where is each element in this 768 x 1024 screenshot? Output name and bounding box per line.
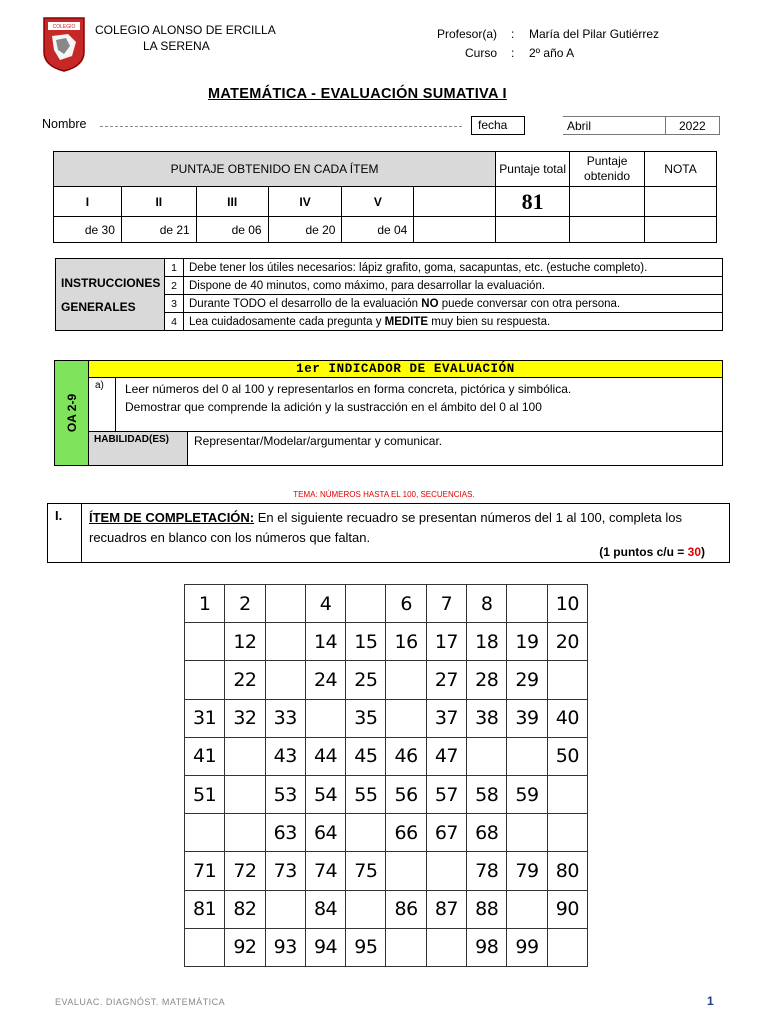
grid-blank-cell[interactable] — [547, 661, 587, 699]
score-cell — [414, 187, 496, 217]
grid-number-cell: 47 — [426, 737, 466, 775]
instructions-label — [56, 259, 165, 331]
course-label: Curso — [464, 46, 497, 60]
instructions-table — [55, 258, 723, 331]
grid-row — [185, 775, 588, 813]
grid-number-cell: 28 — [467, 661, 507, 699]
grid-blank-cell[interactable] — [547, 928, 587, 966]
grid-number-cell: 78 — [467, 852, 507, 890]
grid-number-cell: 46 — [386, 737, 426, 775]
item-1-box — [47, 503, 730, 563]
grid-blank-cell[interactable] — [507, 737, 547, 775]
item-label: II — [121, 187, 196, 217]
instruction-text: Dispone de 40 minutos, como máximo, para desarrollar la evaluación. — [184, 277, 723, 295]
item-label: V — [342, 187, 414, 217]
item-instructions — [89, 508, 725, 548]
grid-number-cell: 58 — [467, 775, 507, 813]
item-label: IV — [268, 187, 342, 217]
grid-number-cell: 53 — [265, 775, 305, 813]
grid-number-cell: 6 — [386, 585, 426, 623]
grid-number-cell: 98 — [467, 928, 507, 966]
grid-blank-cell[interactable] — [265, 890, 305, 928]
instruction-number: 4 — [165, 313, 184, 331]
grid-number-cell: 80 — [547, 852, 587, 890]
colon: : — [511, 46, 515, 60]
grid-number-cell: 35 — [346, 699, 386, 737]
instruction-text-part: muy bien su respuesta. — [428, 315, 551, 328]
grid-number-cell: 66 — [386, 814, 426, 852]
indicator-box — [54, 360, 723, 466]
grid-number-cell: 8 — [467, 585, 507, 623]
grid-blank-cell[interactable] — [225, 737, 265, 775]
grid-blank-cell[interactable] — [185, 928, 225, 966]
grid-number-cell: 37 — [426, 699, 466, 737]
item-max: de 20 — [268, 217, 342, 243]
grid-blank-cell[interactable] — [305, 699, 345, 737]
grid-number-cell: 81 — [185, 890, 225, 928]
grid-blank-cell[interactable] — [467, 737, 507, 775]
indicator-line2: Demostrar que comprende la adición y la sustracción en el ámbito del 0 al 100 — [125, 400, 542, 414]
score-cell — [645, 217, 717, 243]
instruction-emphasis: NO — [421, 297, 439, 310]
obtained-points-header: Puntaje obtenido — [570, 152, 645, 187]
instruction-number: 3 — [165, 295, 184, 313]
item-max: de 04 — [342, 217, 414, 243]
score-cell — [570, 217, 645, 243]
item-points — [599, 545, 705, 559]
grid-number-cell: 27 — [426, 661, 466, 699]
page-number: 1 — [707, 994, 714, 1008]
course-value: 2º año A — [529, 46, 575, 60]
grid-number-cell: 22 — [225, 661, 265, 699]
grid-blank-cell[interactable] — [547, 775, 587, 813]
score-table — [53, 151, 717, 243]
grid-blank-cell[interactable] — [346, 890, 386, 928]
teacher-label: Profesor(a) — [436, 27, 497, 41]
grid-number-cell: 4 — [305, 585, 345, 623]
grid-blank-cell[interactable] — [225, 814, 265, 852]
grid-number-cell: 55 — [346, 775, 386, 813]
indicator-text — [125, 380, 571, 416]
grid-number-cell: 59 — [507, 775, 547, 813]
grid-blank-cell[interactable] — [265, 585, 305, 623]
grid-number-cell: 63 — [265, 814, 305, 852]
grid-number-cell: 67 — [426, 814, 466, 852]
points-text: (1 puntos c/u = — [599, 545, 688, 559]
instruction-emphasis: MEDITE — [384, 315, 429, 328]
indicator-title: 1er INDICADOR DE EVALUACIÓN — [89, 361, 722, 378]
teacher-info — [423, 25, 659, 63]
grid-number-cell: 38 — [467, 699, 507, 737]
grid-blank-cell[interactable] — [265, 661, 305, 699]
date-month: Abril — [567, 119, 592, 133]
grid-row — [185, 661, 588, 699]
instruction-text — [184, 313, 723, 331]
instructions-label-line2: GENERALES — [61, 299, 136, 314]
grid-number-cell: 56 — [386, 775, 426, 813]
instructions-label-line1: INSTRUCCIONES — [61, 275, 161, 290]
grid-blank-cell[interactable] — [426, 928, 466, 966]
grid-row — [185, 852, 588, 890]
grid-number-cell: 75 — [346, 852, 386, 890]
item-max: de 21 — [121, 217, 196, 243]
oa-label — [55, 361, 89, 465]
item-max: de 06 — [196, 217, 268, 243]
score-cell — [496, 217, 570, 243]
grid-blank-cell[interactable] — [386, 661, 426, 699]
school-logo — [42, 16, 86, 72]
grid-row — [185, 890, 588, 928]
grid-blank-cell[interactable] — [346, 814, 386, 852]
grid-number-cell: 25 — [346, 661, 386, 699]
item-number: I. — [48, 504, 82, 562]
grid-blank-cell[interactable] — [507, 890, 547, 928]
grid-blank-cell[interactable] — [386, 699, 426, 737]
grid-blank-cell[interactable] — [185, 661, 225, 699]
item-label: I — [54, 187, 122, 217]
grid-number-cell: 74 — [305, 852, 345, 890]
item-text: En el siguiente recuadro se presentan números del 1 al 100, completa los recuadros en blanco con los números que faltan. — [89, 510, 682, 545]
grid-number-cell: 44 — [305, 737, 345, 775]
grid-number-cell: 50 — [547, 737, 587, 775]
instruction-text-part: Lea cuidadosamente cada pregunta y — [189, 315, 385, 328]
skill-text: Representar/Modelar/argumentar y comunicar. — [194, 434, 443, 448]
grid-number-cell: 18 — [467, 623, 507, 661]
grid-number-cell: 33 — [265, 699, 305, 737]
school-city: LA SERENA — [143, 39, 210, 53]
grid-blank-cell[interactable] — [507, 814, 547, 852]
grid-number-cell: 95 — [346, 928, 386, 966]
grid-number-cell: 19 — [507, 623, 547, 661]
grid-blank-cell[interactable] — [426, 852, 466, 890]
instruction-text: Debe tener los útiles necesarios: lápiz grafito, goma, sacapuntas, etc. (estuche completo). — [184, 259, 723, 277]
grid-number-cell: 7 — [426, 585, 466, 623]
grid-number-cell: 1 — [185, 585, 225, 623]
grid-blank-cell[interactable] — [547, 814, 587, 852]
score-header: PUNTAJE OBTENIDO EN CADA ÍTEM — [54, 152, 496, 187]
grid-number-cell: 15 — [346, 623, 386, 661]
school-name — [95, 22, 276, 54]
grid-number-cell: 72 — [225, 852, 265, 890]
grid-blank-cell[interactable] — [225, 775, 265, 813]
grid-number-cell: 2 — [225, 585, 265, 623]
grid-number-cell: 94 — [305, 928, 345, 966]
number-grid — [184, 584, 588, 967]
date-value-box — [563, 116, 720, 135]
grid-number-cell: 93 — [265, 928, 305, 966]
points-value: 30 — [687, 545, 701, 559]
colon: : — [511, 27, 515, 41]
grid-row — [185, 814, 588, 852]
grid-number-cell: 79 — [507, 852, 547, 890]
item-max: de 30 — [54, 217, 122, 243]
grid-row — [185, 585, 588, 623]
grid-number-cell: 20 — [547, 623, 587, 661]
grid-number-cell: 99 — [507, 928, 547, 966]
grid-number-cell: 31 — [185, 699, 225, 737]
page-title: MATEMÁTICA - EVALUACIÓN SUMATIVA I — [208, 86, 507, 102]
grid-number-cell: 86 — [386, 890, 426, 928]
grid-number-cell: 17 — [426, 623, 466, 661]
grade-header: NOTA — [645, 152, 717, 187]
grid-number-cell: 12 — [225, 623, 265, 661]
grid-number-cell: 68 — [467, 814, 507, 852]
grid-number-cell: 92 — [225, 928, 265, 966]
topic-label: TEMA: NÚMEROS HASTA EL 100, SECUENCIAS. — [293, 490, 475, 499]
item-label: III — [196, 187, 268, 217]
grid-row — [185, 699, 588, 737]
grid-blank-cell[interactable] — [386, 928, 426, 966]
grade-value — [645, 187, 717, 217]
grid-blank-cell[interactable] — [185, 814, 225, 852]
grid-number-cell: 71 — [185, 852, 225, 890]
grid-number-cell: 41 — [185, 737, 225, 775]
item-heading: ÍTEM DE COMPLETACIÓN: — [89, 510, 255, 525]
grid-number-cell: 16 — [386, 623, 426, 661]
grid-number-cell: 54 — [305, 775, 345, 813]
date-year: 2022 — [679, 119, 706, 133]
grid-row — [185, 928, 588, 966]
indicator-line1: Leer números del 0 al 100 y representarlos en forma concreta, pictórica y simbólica. — [125, 382, 572, 396]
grid-number-cell: 90 — [547, 890, 587, 928]
instruction-text-part: Durante TODO el desarrollo de la evaluación — [189, 297, 422, 310]
instruction-number: 1 — [165, 259, 184, 277]
grid-blank-cell[interactable] — [507, 585, 547, 623]
grid-number-cell: 87 — [426, 890, 466, 928]
name-label: Nombre — [42, 117, 87, 131]
grid-number-cell: 32 — [225, 699, 265, 737]
indicator-letter: a) — [89, 378, 116, 431]
instruction-text — [184, 295, 723, 313]
grid-blank-cell[interactable] — [185, 623, 225, 661]
grid-blank-cell[interactable] — [346, 585, 386, 623]
grid-blank-cell[interactable] — [386, 852, 426, 890]
name-field[interactable] — [100, 126, 462, 127]
oa-text: OA 2-9 — [64, 393, 79, 433]
skill-row — [89, 431, 722, 465]
grid-number-cell: 40 — [547, 699, 587, 737]
date-label: fecha — [471, 116, 525, 135]
grid-number-cell: 29 — [507, 661, 547, 699]
grid-number-cell: 51 — [185, 775, 225, 813]
skill-label: HABILIDAD(ES) — [89, 432, 188, 465]
grid-number-cell: 43 — [265, 737, 305, 775]
grid-number-cell: 45 — [346, 737, 386, 775]
grid-blank-cell[interactable] — [265, 623, 305, 661]
grid-number-cell: 57 — [426, 775, 466, 813]
grid-number-cell: 73 — [265, 852, 305, 890]
grid-number-cell: 84 — [305, 890, 345, 928]
instruction-text-part: puede conversar con otra persona. — [438, 297, 621, 310]
instruction-number: 2 — [165, 277, 184, 295]
grid-row — [185, 737, 588, 775]
grid-number-cell: 24 — [305, 661, 345, 699]
grid-number-cell: 10 — [547, 585, 587, 623]
teacher-value: María del Pilar Gutiérrez — [529, 27, 660, 41]
svg-text:COLEGIO: COLEGIO — [52, 24, 76, 30]
grid-number-cell: 88 — [467, 890, 507, 928]
grid-row — [185, 623, 588, 661]
grid-number-cell: 64 — [305, 814, 345, 852]
points-close: ) — [701, 545, 705, 559]
grid-number-cell: 14 — [305, 623, 345, 661]
footer-text: EVALUAC. DIAGNÓST. MATEMÁTICA — [55, 997, 226, 1007]
grid-number-cell: 39 — [507, 699, 547, 737]
school-name-line1: COLEGIO ALONSO DE ERCILLA — [95, 23, 276, 37]
total-points: 81 — [496, 187, 570, 217]
total-points-header: Puntaje total — [496, 152, 570, 187]
grid-number-cell: 82 — [225, 890, 265, 928]
obtained-points — [570, 187, 645, 217]
score-cell — [414, 217, 496, 243]
